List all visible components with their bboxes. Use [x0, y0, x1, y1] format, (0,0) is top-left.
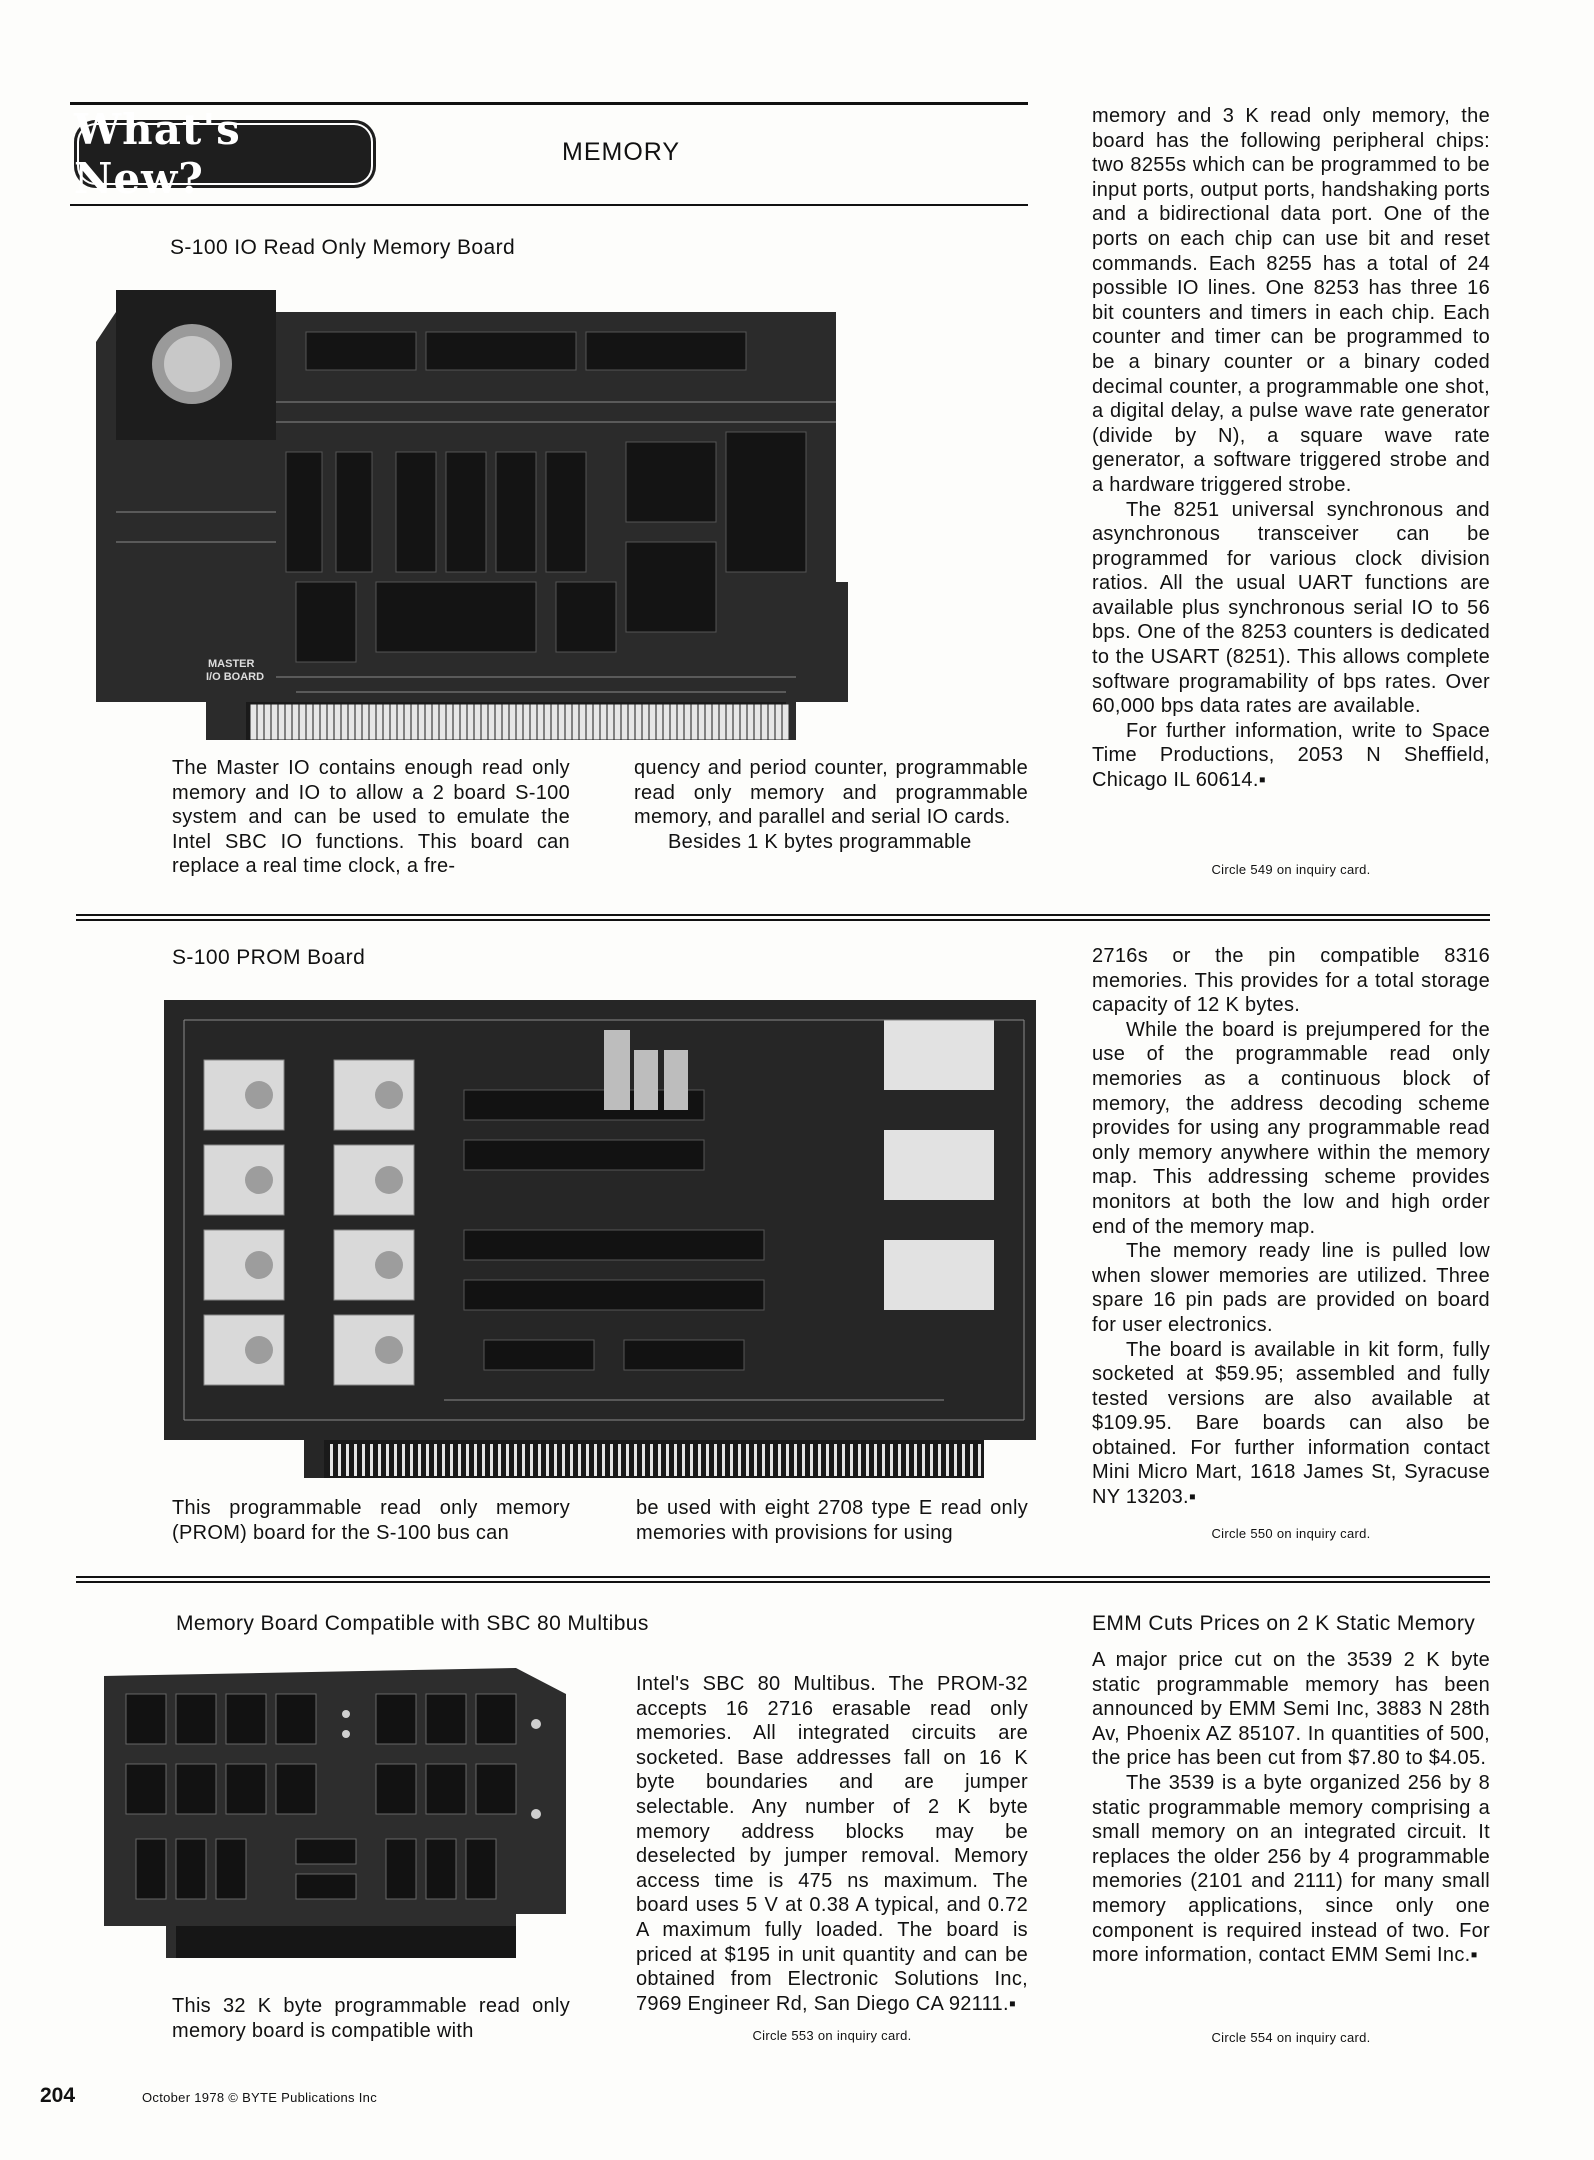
- article-3-headline: Memory Board Compatible with SBC 80 Multibus: [176, 1612, 649, 1635]
- article-4-p1: A major price cut on the 3539 2 K byte static programmable memory has been announced by EMM Semi Inc, 3883 N 28th Av, Phoenix AZ 85107. In quantities of 500, the price has been cut from $7.80 to $4.05.: [1092, 1649, 1490, 1770]
- article-1-col2: [634, 756, 1028, 854]
- divider-2: [76, 1576, 1490, 1583]
- article-1-col3-p2: The 8251 universal synchronous and asynchronous transceiver can be programmed for various clock division ratios. All the usual UART functions are available plus synchronous serial IO to 56 bps. One of the 8253 counters is dedicated to the USART (8251). This allows complete software programability of bps rates. Over 60,000 bps data rates are available.: [1092, 498, 1490, 718]
- article-1-col1-text: The Master IO contains enough read only memory and IO to allow a 2 board S-100 system and can be used to emulate the Intel SBC IO functions. This board can replace a real time clock, a fre-: [172, 757, 570, 878]
- article-2-col2-text: be used with eight 2708 type E read only memories with provisions for using: [636, 1497, 1028, 1544]
- article-2-col3-p4: The board is available in kit form, fully socketed at $59.95; assembled and fully tested versions are also available at $109.95. Bare boards can also be obtained. For further information contact Mini Micro Mart, 1618 James St, Syracuse NY 13203.▪: [1092, 1338, 1490, 1509]
- article-2-col2: [636, 1496, 1028, 1545]
- article-1-col3-p1: memory and 3 K read only memory, the board has the following peripheral chips: two 8255s which can be programmed to be input ports, output ports, handshaking ports and a bidirectional data port. One of the ports on each chip can use bit and reset commands. Each 8255 has a total of 24 possible IO lines. One 8253 has three 16 bit counters and timers in each chip. Each counter and timer can be programmed to be a binary counter or a binary coded decimal counter, a programmable one shot, a digital delay, a pulse wave rate generator (divide by N), a square wave rate generator, a software triggered strobe and a hardware triggered strobe.: [1092, 105, 1490, 496]
- article-4-body: [1092, 1648, 1490, 1968]
- article-1-col3: [1092, 104, 1490, 793]
- article-3-photo: [96, 1664, 574, 1964]
- article-1-circle: Circle 549 on inquiry card.: [1211, 862, 1371, 877]
- article-3-col2: [636, 1672, 1028, 2016]
- article-2-col3-p2: While the board is prejumpered for the use of the programmable read only memories as a continuous block of memory, the address decoding scheme provides for using any programmable read only memory anywhere within the memory map. This addressing scheme provides monitors at both the low and high order end of the memory map.: [1092, 1018, 1490, 1238]
- article-4-headline: EMM Cuts Prices on 2 K Static Memory: [1092, 1612, 1476, 1635]
- article-1-col1: [172, 756, 570, 879]
- page-number: 204: [40, 2084, 76, 2107]
- article-2-col3-p3: The memory ready line is pulled low when slower memories are utilized. Three spare 16 pin pads are provided on board for user electronics.: [1092, 1240, 1490, 1336]
- article-2-col3-p1: 2716s or the pin compatible 8316 memories. This provides for a total storage capacity of 12 K bytes.: [1092, 945, 1490, 1017]
- article-1-col2-p2: Besides 1 K bytes programmable: [668, 830, 972, 853]
- article-2-col1-text: This programmable read only memory (PROM) board for the S-100 bus can: [172, 1497, 570, 1544]
- header-bottom-rule: [70, 204, 1028, 206]
- board-label-io: I/O BOARD: [206, 671, 265, 683]
- whats-new-logo: [74, 105, 376, 203]
- article-2-photo: [164, 1000, 1036, 1490]
- logo-text: What's New?: [74, 105, 241, 203]
- article-2-circle: Circle 550 on inquiry card.: [1211, 1526, 1371, 1541]
- article-1-headline: S-100 IO Read Only Memory Board: [170, 236, 516, 259]
- article-1-col2-p1: quency and period counter, programmable read only memory and programmable memory, and parallel and serial IO cards.: [634, 757, 1028, 829]
- article-1-photo: [96, 282, 878, 744]
- board-label-master: MASTER: [208, 658, 255, 670]
- article-4-p2: The 3539 is a byte organized 256 by 8 static programmable memory comprising a small memory on an integrated circuit. It replaces the older 256 by 4 programmable memories (2101 and 2111) for many small memory applications, since only one component is required instead of two. For more information, contact EMM Semi Inc.▪: [1092, 1771, 1490, 1967]
- article-4-circle: Circle 554 on inquiry card.: [1211, 2030, 1371, 2045]
- article-3-col1-text: This 32 K byte programmable read only memory board is compatible with: [172, 1995, 570, 2042]
- article-1-col3-p3: For further information, write to Space Time Productions, 2053 N Sheffield, Chicago IL 60614.▪: [1092, 719, 1490, 792]
- article-3-col1: [172, 1994, 570, 2043]
- footer-credit: October 1978 © BYTE Publications Inc: [142, 2090, 377, 2105]
- article-2-col3: [1092, 944, 1490, 1510]
- section-title: MEMORY: [562, 138, 681, 166]
- article-2-col1: [172, 1496, 570, 1545]
- divider-1: [76, 914, 1490, 921]
- article-3-circle: Circle 553 on inquiry card.: [752, 2028, 912, 2043]
- article-2-headline: S-100 PROM Board: [172, 946, 366, 969]
- article-3-col2-text: Intel's SBC 80 Multibus. The PROM-32 accepts 16 2716 erasable read only memories. All integrated circuits are socketed. Base addresses fall on 16 K byte boundaries and are jumper selectable. Any number of 2 K byte memory address blocks may be deselected by jumper removal. Memory access time is 475 ns maximum. The board uses 5 V at 0.38 A typical, and 0.72 A maximum fully loaded. The board is priced at $195 in unit quantity and can be obtained from Electronic Solutions Inc, 7969 Engineer Rd, San Diego CA 92111.▪: [636, 1673, 1028, 2015]
